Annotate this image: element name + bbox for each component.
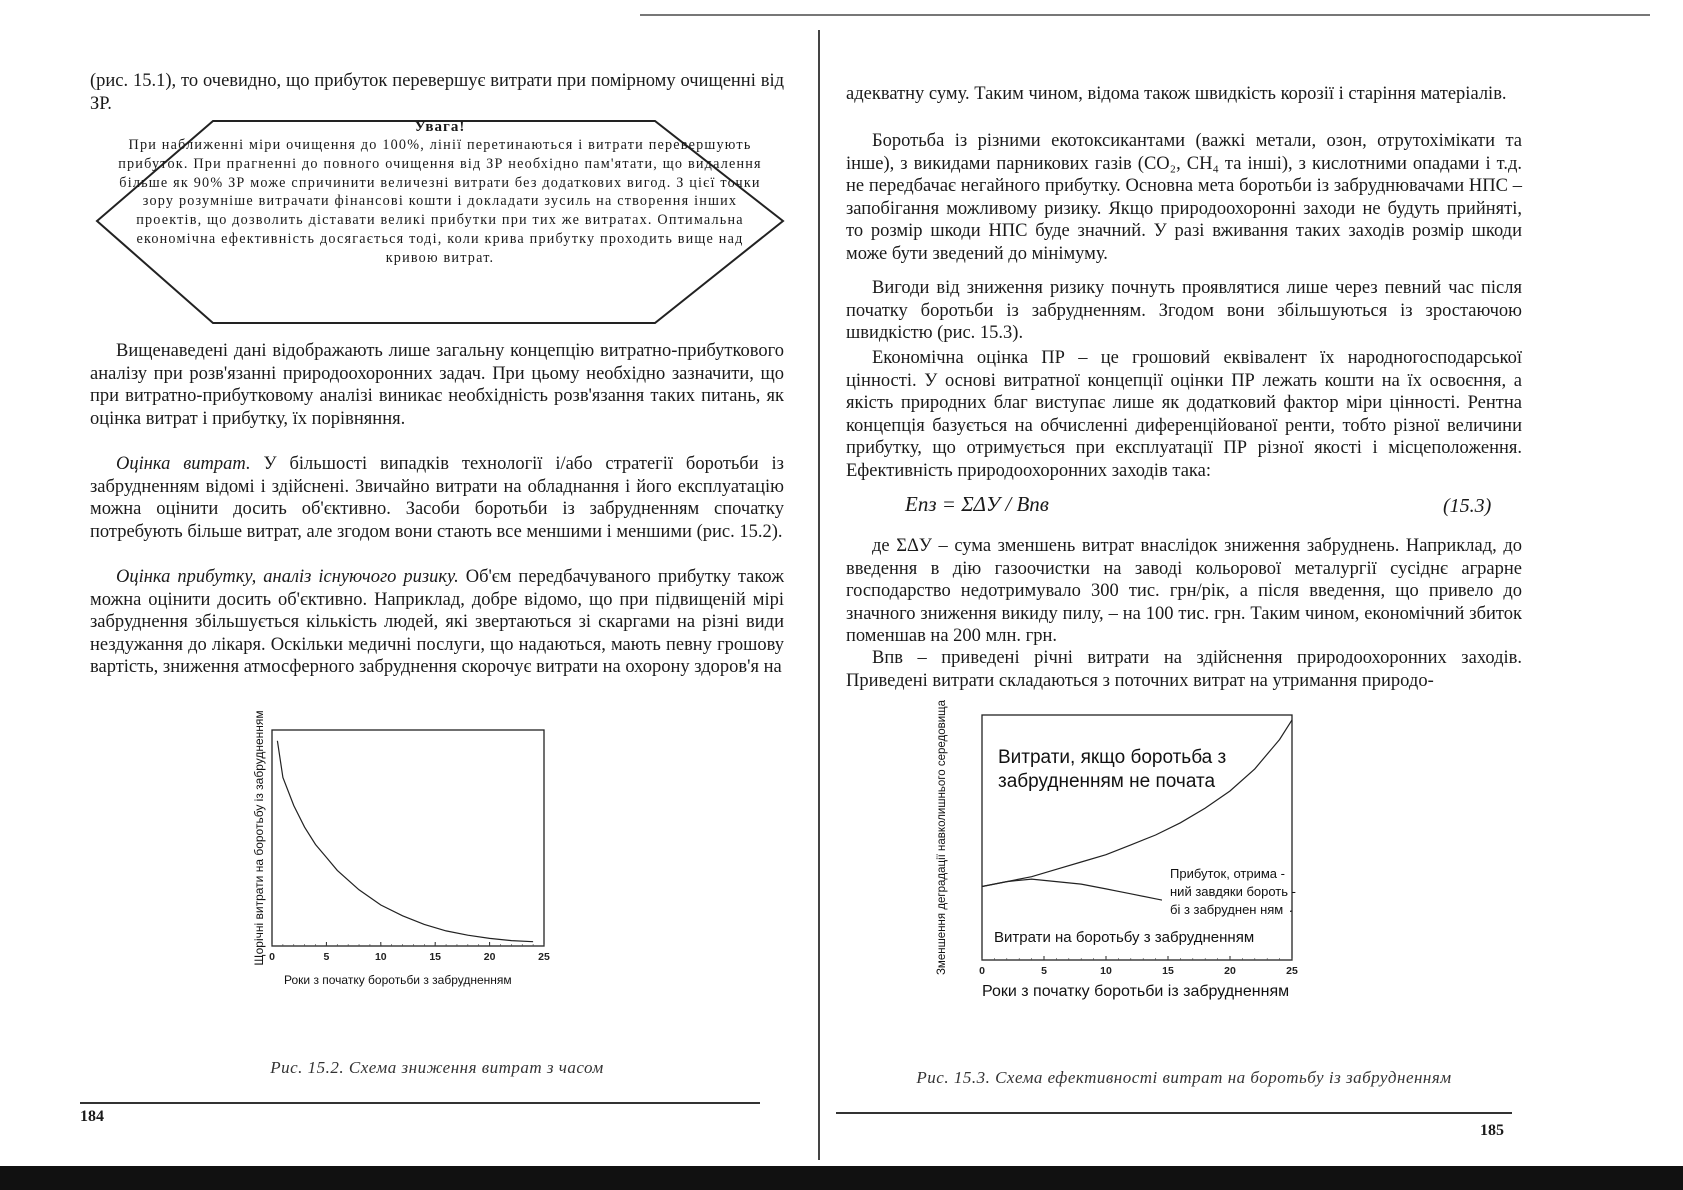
figure-caption-15-3: Рис. 15.3. Схема ефективності витрат на боротьбу із забрудненням [916, 1068, 1452, 1087]
paragraph-3: Вигоди від зниження ризику почнуть проявлятися лише через певний час після початку боротьби із забрудненням. Згодом вони збільшуються із зростаючою швидкістю (рис. 15.3). [846, 278, 1522, 344]
paragraph-2: Боротьба із різними екотоксикантами (важкі метали, озон, отрутохімікати та інше), з викидами парникових газів (CO₂, CH₄ та інші), з кислотними опадами і т.д. не передбачає негайного прибутку. Основна мета боротьби із забруднювачами НПС – запобігання можливому ризику. Якщо природоохоронні заходи не будуть прийняті, то розмір шкоди НПС буде значний. У разі вживання таких заходів розмір шкоди може бути зведений до мінімуму. [846, 131, 1522, 264]
plot-frame [272, 730, 544, 946]
x-tick-label: 0 [269, 951, 275, 963]
cost-heading: Оцінка витрат. [116, 454, 251, 474]
paragraph-4: Економічна оцінка ПР – це грошовий еквівалент їх народногосподарської цінності. У основі витратної концепції оцінки ПР лежать кошти на їх освоєння, а якість природних благ виступає лише як додатковий фактор міри цінності. Рентна концепція базується на обчисленні диференційованої ренти, тобто різної величини прибутку, що отримується при експлуатації ПР різної якості і місцеположення. Ефективність природоохоронних заходів така: [846, 348, 1522, 481]
x-tick-label: 5 [1041, 965, 1047, 977]
paragraph-concept: Вищенаведені дані відображають лише загальну концепцію витратно-прибуткового аналізу при розв'язанні природоохоронних задач. При цьому необхідно зазначити, що при витратно-прибутковому аналізі виникає необхідність розв'язання таких питань, як оцінка витрат і прибутку, їх порівняння. [90, 341, 784, 429]
left-page [0, 0, 820, 1190]
annotation-control-cost: Витрати на боротьбу з забрудненням [994, 929, 1255, 946]
warning-title: Увага! [414, 119, 466, 135]
annotation-benefit: бі з забруднен ням [1170, 902, 1284, 917]
chart-cost-decline-svg [252, 710, 595, 1035]
benefit-heading: Оцінка прибутку, аналіз існуючого ризику. [116, 567, 459, 587]
annotation-no-control: забрудненням не почата [998, 771, 1216, 792]
x-tick-label: 20 [483, 951, 496, 963]
paragraph-benefit [90, 566, 784, 679]
warning-text: При наближенні міри очищення до 100%, лінії перетинаються і витрати перевершують прибуток. При прагненні до повного очищення від ЗР необхідно пам'ятати, що видалення більше як 90% ЗР може спричинити величезні витрати без додаткових вигод. З цієї точки зору розумніше витрачати фінансові кошти і докладати зусиль на створення інших проектів, що дозволить діставати великі прибутки при тих же витратах. Оптимальна економічна ефективність досягається тоді, коли крива прибутку проходить вище над кривою витрат. [118, 137, 762, 266]
y-axis-label: Щорічні витрати на боротьбу із забрудненням [252, 710, 266, 966]
figure-caption-15-2: Рис. 15.2. Схема зниження витрат з часом [270, 1058, 604, 1077]
annotation-benefit: Прибуток, отрима - [1170, 866, 1285, 881]
no-control-cost-line [982, 720, 1292, 887]
x-tick-label: 15 [429, 951, 442, 963]
y-axis-label: Зменшення деградації навколишнього середовища [936, 699, 948, 976]
cost-text: У більшості випадків технології і/або стратегії боротьби із забрудненням відомі і здійснені. Звичайно витрати на обладнання і його експлуатацію можна оцінити досить об'єктивно. Засоби боротьби із забрудненням спочатку потребують більше витрат, але згодом вони стають все меншими і меншими (рис. 15.2). [90, 454, 784, 542]
x-axis-label: Роки з початку боротьби із забрудненням [982, 983, 1290, 1000]
paragraph-1: адекватну суму. Таким чином, відома також швидкість корозії і старіння матеріалів. [846, 84, 1507, 104]
x-tick-label: 15 [1162, 965, 1174, 977]
page-number-right: 185 [1480, 1122, 1504, 1139]
footer-rule-left [80, 1102, 760, 1104]
formula-number: (15.3) [1443, 495, 1492, 517]
x-tick-label: 25 [1286, 965, 1298, 977]
x-tick-label: 25 [538, 951, 550, 963]
x-tick-label: 10 [1100, 965, 1112, 977]
chart-cost-decline [252, 710, 595, 1035]
annotation-benefit: ний завдяки бороть - [1170, 884, 1296, 899]
x-tick-label: 10 [374, 951, 387, 963]
paragraph-6: Bпв – приведені річні витрати на здійснення природоохоронних заходів. Приведені витрати складаються з поточних витрат на утримання природо- [846, 648, 1522, 691]
paragraph-cost [90, 453, 784, 543]
page-number-left: 184 [80, 1108, 104, 1125]
x-tick-label: 0 [979, 965, 985, 977]
x-axis-label: Роки з початку боротьби з забрудненням [284, 973, 512, 987]
footer-rule-right [836, 1112, 1512, 1114]
paragraph-5: де ΣΔУ – сума зменшень витрат внаслідок зниження забруднень. Наприклад, до введення в дію газоочистки на заводі кольорової металургії сусіднє аграрне господарство недотримувало 300 тис. грн/рік, а після введення, що привело до значного зниження викиду пилу, – на 100 тис. грн. Таким чином, економічний збиток поменшав на 200 млн. грн. [846, 536, 1522, 647]
warning-box [95, 118, 785, 326]
chart-efficiency-svg [936, 699, 1360, 1035]
scan-bottom-band [0, 1166, 1683, 1190]
paragraph-top: (рис. 15.1), то очевидно, що прибуток перевершує витрати при помірному очищенні від ЗР. [90, 71, 784, 114]
annotation-no-control: Витрати, якщо боротьба з [998, 747, 1227, 768]
x-tick-label: 20 [1224, 965, 1236, 977]
chart-efficiency [936, 699, 1360, 1035]
x-tick-label: 5 [323, 951, 330, 963]
formula-efficiency: Eпз = ΣΔУ / Bпв [905, 492, 1049, 516]
cost-decline-line [277, 741, 533, 942]
benefit-text: Об'єм передбачуваного прибутку також можна оцінити досить об'єктивно. Наприклад, добре відомо, що при підвищеній мірі забруднення збільшується кількість людей, які звертаються зі скаргами на різні види нездужання до лікаря. Оскільки медичні послуги, що надаються, мають певну грошову вартість, зниження атмосферного забруднення скорочує витрати на охорону здоров'я на [90, 567, 785, 678]
